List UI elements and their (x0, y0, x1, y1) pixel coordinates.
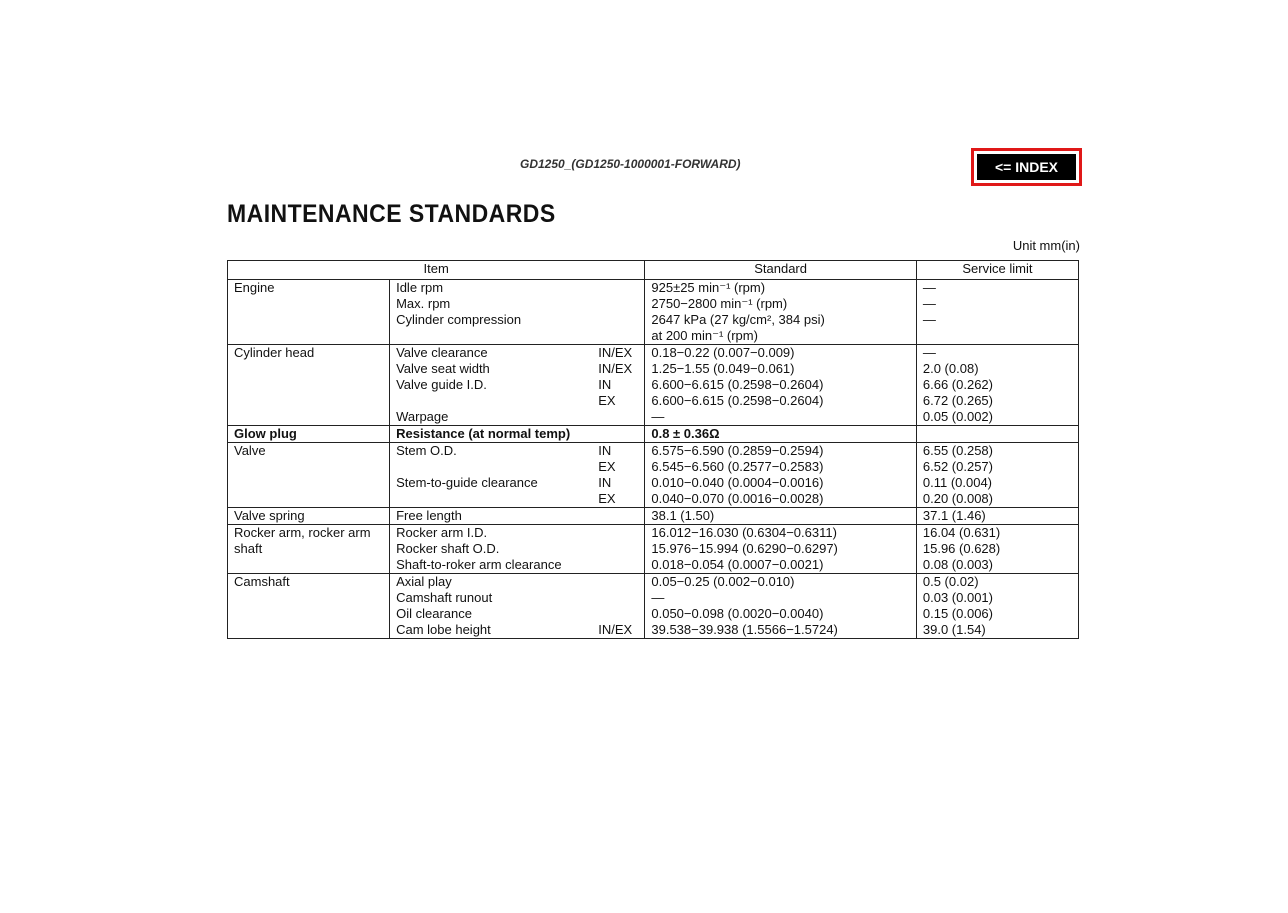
index-button[interactable] (971, 148, 1082, 186)
item-cell-line: Valve guide I.D. (396, 377, 487, 392)
sub-cell-line (598, 557, 638, 573)
standard-cell (645, 525, 917, 574)
limit-cell (916, 508, 1078, 525)
sub-cell-line: IN (598, 377, 612, 392)
item-cell (390, 525, 593, 574)
item-cell (390, 280, 593, 345)
sub-cell (592, 345, 645, 426)
limit-cell-line: 0.03 (0.001) (922, 590, 993, 605)
standard-cell (645, 426, 917, 443)
limit-cell (916, 345, 1078, 426)
table-row (228, 345, 1079, 426)
sub-cell-line: IN/EX (598, 622, 633, 637)
item-cell-line (396, 393, 586, 409)
item-cell-line: Camshaft runout (396, 590, 493, 605)
item-cell (390, 574, 593, 639)
sub-cell (592, 525, 645, 574)
item-cell-line: Cylinder compression (396, 312, 522, 327)
sub-cell-line: IN/EX (598, 345, 633, 360)
limit-cell (916, 280, 1078, 345)
limit-cell-line: 16.04 (0.631) (922, 525, 1001, 540)
limit-cell (916, 426, 1078, 443)
standard-cell-line: 39.538−39.938 (1.5566−1.5724) (651, 622, 838, 637)
table-row (228, 426, 1079, 443)
sub-cell-line (598, 426, 638, 442)
group-name: Valve (228, 443, 390, 508)
item-cell-line: Rocker shaft O.D. (396, 541, 500, 556)
item-cell-line: Axial play (396, 574, 452, 589)
standard-cell-line: 6.575−6.590 (0.2859−0.2594) (651, 443, 824, 458)
item-cell-line: Shaft-to-roker arm clearance (396, 557, 562, 572)
sub-cell-line (598, 409, 638, 425)
limit-cell-line: 6.55 (0.258) (922, 443, 993, 458)
item-cell-line: Valve seat width (396, 361, 490, 376)
sub-cell-line: IN (598, 475, 612, 490)
sub-cell-line: EX (598, 393, 616, 408)
sub-cell-line (598, 328, 638, 344)
table-row (228, 508, 1079, 525)
item-cell-line: Stem-to-guide clearance (396, 475, 538, 490)
column-header-standard: Standard (645, 261, 917, 280)
item-cell-line: Rocker arm I.D. (396, 525, 488, 540)
item-cell-line: Oil clearance (396, 606, 472, 621)
limit-cell-line: 39.0 (1.54) (922, 622, 986, 637)
limit-cell-line: — (922, 345, 936, 360)
sub-cell-line (598, 280, 638, 296)
limit-cell-line: — (922, 312, 936, 327)
limit-cell-line (923, 426, 1072, 442)
column-header-limit: Service limit (916, 261, 1078, 280)
sub-cell-line: EX (598, 459, 616, 474)
standard-cell-line: at 200 min⁻¹ (rpm) (651, 328, 758, 343)
sub-cell-line (598, 574, 638, 590)
sub-cell (592, 574, 645, 639)
index-button-label: <= INDEX (977, 154, 1076, 180)
table-header-row (228, 261, 1079, 280)
item-cell-line (396, 459, 586, 475)
standard-cell-line: 0.010−0.040 (0.0004−0.0016) (651, 475, 824, 490)
sub-cell-line (598, 525, 638, 541)
limit-cell (916, 574, 1078, 639)
standard-cell-line: 0.040−0.070 (0.0016−0.0028) (651, 491, 824, 506)
standard-cell-line: 0.18−0.22 (0.007−0.009) (651, 345, 795, 360)
sub-cell-line: IN (598, 443, 612, 458)
group-name: Glow plug (228, 426, 390, 443)
sub-cell-line (598, 541, 638, 557)
table-row (228, 280, 1079, 345)
group-name: Rocker arm, rocker arm shaft (228, 525, 390, 574)
standard-cell (645, 280, 917, 345)
limit-cell-line: 6.72 (0.265) (922, 393, 993, 408)
table-row (228, 525, 1079, 574)
limit-cell-line: 6.66 (0.262) (922, 377, 993, 392)
standard-cell-line: 0.8 ± 0.36Ω (651, 426, 720, 441)
limit-cell-line: — (922, 280, 936, 295)
item-cell-line (396, 328, 586, 344)
item-cell (390, 345, 593, 426)
group-name: Engine (228, 280, 390, 345)
unit-label: Unit mm(in) (1012, 238, 1080, 253)
table-row (228, 574, 1079, 639)
limit-cell-line: 6.52 (0.257) (922, 459, 993, 474)
table-row (228, 443, 1079, 508)
limit-cell-line: 2.0 (0.08) (922, 361, 979, 376)
standard-cell-line: 6.600−6.615 (0.2598−0.2604) (651, 393, 824, 408)
sub-cell (592, 443, 645, 508)
standard-cell-line: 925±25 min⁻¹ (rpm) (651, 280, 766, 295)
item-cell-line: Resistance (at normal temp) (396, 426, 571, 441)
sub-cell-line (598, 296, 638, 312)
sub-cell (592, 280, 645, 345)
item-cell-line: Free length (396, 508, 462, 523)
item-cell (390, 426, 593, 443)
limit-cell-line: 0.15 (0.006) (922, 606, 993, 621)
group-name: Camshaft (228, 574, 390, 639)
standard-cell-line: 0.050−0.098 (0.0020−0.0040) (651, 606, 824, 621)
item-cell-line: Stem O.D. (396, 443, 457, 458)
item-cell (390, 508, 593, 525)
limit-cell-line: 0.5 (0.02) (922, 574, 979, 589)
sub-cell-line: EX (598, 491, 616, 506)
sub-cell-line: IN/EX (598, 361, 633, 376)
item-cell (390, 443, 593, 508)
limit-cell-line: 0.20 (0.008) (922, 491, 993, 506)
standard-cell-line: 6.600−6.615 (0.2598−0.2604) (651, 377, 824, 392)
limit-cell (916, 525, 1078, 574)
sub-cell-line (598, 590, 638, 606)
limit-cell-line: 0.08 (0.003) (922, 557, 993, 572)
item-cell-line: Max. rpm (396, 296, 451, 311)
standard-cell (645, 443, 917, 508)
standard-cell-line: 1.25−1.55 (0.049−0.061) (651, 361, 795, 376)
standard-cell-line: — (651, 590, 665, 605)
sub-cell (592, 426, 645, 443)
page-title: MAINTENANCE STANDARDS (227, 200, 556, 228)
standard-cell-line: 38.1 (1.50) (651, 508, 715, 523)
item-cell-line: Warpage (396, 409, 449, 424)
maintenance-table (227, 260, 1079, 639)
limit-cell-line: 15.96 (0.628) (922, 541, 1001, 556)
group-name: Valve spring (228, 508, 390, 525)
standard-cell (645, 574, 917, 639)
sub-cell-line (598, 606, 638, 622)
standard-cell-line: 16.012−16.030 (0.6304−0.6311) (651, 525, 837, 540)
standard-cell-line: 2647 kPa (27 kg/cm², 384 psi) (651, 312, 825, 327)
sub-cell (592, 508, 645, 525)
standard-cell-line: — (651, 409, 665, 424)
model-label: GD1250_(GD1250-1000001-FORWARD) (520, 157, 741, 171)
limit-cell (916, 443, 1078, 508)
standard-cell (645, 345, 917, 426)
standard-cell (645, 508, 917, 525)
limit-cell-line: — (922, 296, 936, 311)
limit-cell-line: 0.05 (0.002) (922, 409, 993, 424)
standard-cell-line: 0.018−0.054 (0.0007−0.0021) (651, 557, 824, 572)
limit-cell-line (923, 328, 1072, 344)
item-cell-line: Cam lobe height (396, 622, 491, 637)
item-cell-line: Idle rpm (396, 280, 444, 295)
standard-cell-line: 15.976−15.994 (0.6290−0.6297) (651, 541, 838, 556)
limit-cell-line: 37.1 (1.46) (922, 508, 986, 523)
group-name: Cylinder head (228, 345, 390, 426)
column-header-item: Item (228, 261, 645, 280)
item-cell-line: Valve clearance (396, 345, 488, 360)
sub-cell-line (598, 508, 638, 524)
item-cell-line (396, 491, 586, 507)
standard-cell-line: 0.05−0.25 (0.002−0.010) (651, 574, 795, 589)
limit-cell-line: 0.11 (0.004) (922, 475, 993, 490)
standard-cell-line: 6.545−6.560 (0.2577−0.2583) (651, 459, 824, 474)
sub-cell-line (598, 312, 638, 328)
standard-cell-line: 2750−2800 min⁻¹ (rpm) (651, 296, 788, 311)
